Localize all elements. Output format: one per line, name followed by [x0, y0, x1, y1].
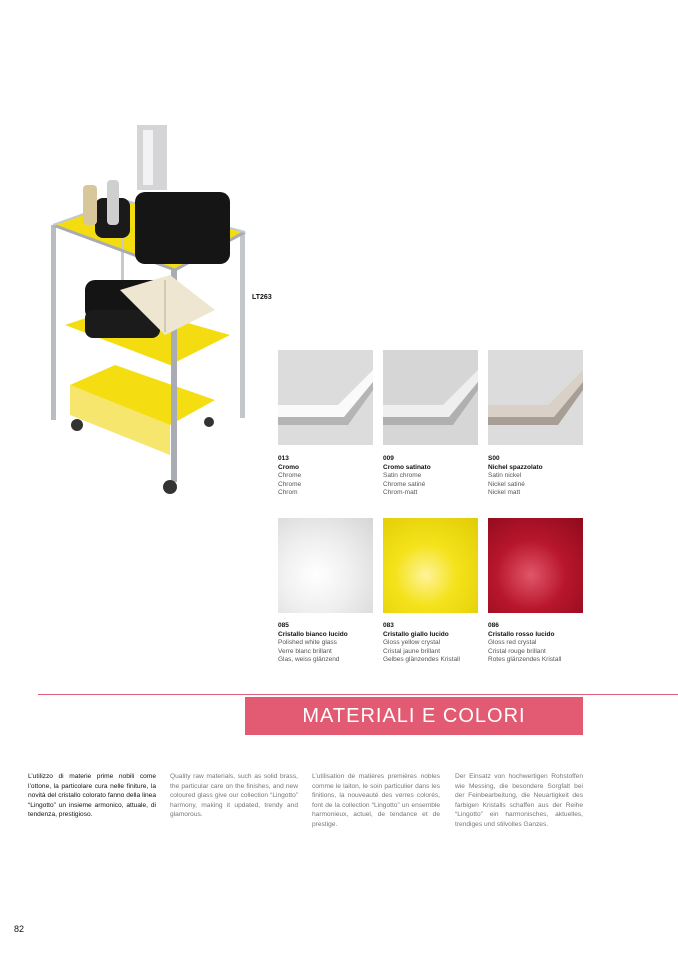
- satin-nickel-profile-icon: [488, 350, 583, 445]
- satin-chrome-profile-icon: [383, 350, 478, 445]
- text-italian: L’utilizzo di materie prime nobili come l’ottone, la particolare cura nelle finiture, la novità del cristallo colorato fanno della linea “Lingotto” un insieme armonico, attuale, di tendenza, prestigioso.: [28, 773, 156, 819]
- swatch-yellow-glass: [383, 518, 478, 613]
- finish-009-label: 009 Cromo satinato Satin chrome Chrome satiné Chrom-matt: [383, 455, 431, 496]
- finish-083-label: 083 Cristallo giallo lucido Gloss yellow crystal Cristal jaune brillant Gelbes glänzendes Kristall: [383, 622, 460, 663]
- text-french: L’utilisation de matières premières nobles comme le laiton, le soin particulier dans les finitions, la nouveauté des verres colorés, font de la collection “Lingotto” un ensemble harmonieux, actuel, de tendance et de prestige.: [312, 773, 440, 828]
- swatch-white-glass: [278, 518, 373, 613]
- swatch-red-glass: [488, 518, 583, 613]
- product-image: [45, 120, 255, 500]
- finish-085-label: 085 Cristallo bianco lucido Polished white glass Verre blanc brillant Glas, weiss glänzend: [278, 622, 348, 663]
- page-number: 82: [14, 924, 25, 934]
- text-english: Quality raw materials, such as solid brass, the particular care on the finishes, and new coloured glass give our collection “Lingotto” harmony, making it updated, trendy and glamorous.: [170, 773, 298, 819]
- swatch-satin-nickel: [488, 350, 583, 445]
- section-divider: [38, 694, 678, 695]
- finish-s00-label: S00 Nichel spazzolato Satin nickel Nickel satiné Nickel matt: [488, 455, 543, 496]
- chrome-profile-icon: [278, 350, 373, 445]
- finish-013-label: 013 Cromo Chrome Chrome Chrom: [278, 455, 302, 496]
- section-title: MATERIALI E COLORI: [302, 705, 526, 727]
- swatch-chrome: [278, 350, 373, 445]
- finish-086-label: 086 Cristallo rosso lucido Gloss red crystal Cristal rouge brillant Rotes glänzendes Kristall: [488, 622, 562, 663]
- section-banner: [245, 697, 583, 735]
- text-german: Der Einsatz von hochwertigen Rohstoffen wie Messing, die besondere Sorgfalt bei der Feinbearbeitung, die Neuartigkeit des farbigen Kristalls schaffen aus der Reihe “Lingotto” ein harmonisches, aktuelles, trendiges und stilvolles Ganzes.: [455, 773, 583, 828]
- product-code: LT263: [252, 294, 272, 301]
- swatch-satin-chrome: [383, 350, 478, 445]
